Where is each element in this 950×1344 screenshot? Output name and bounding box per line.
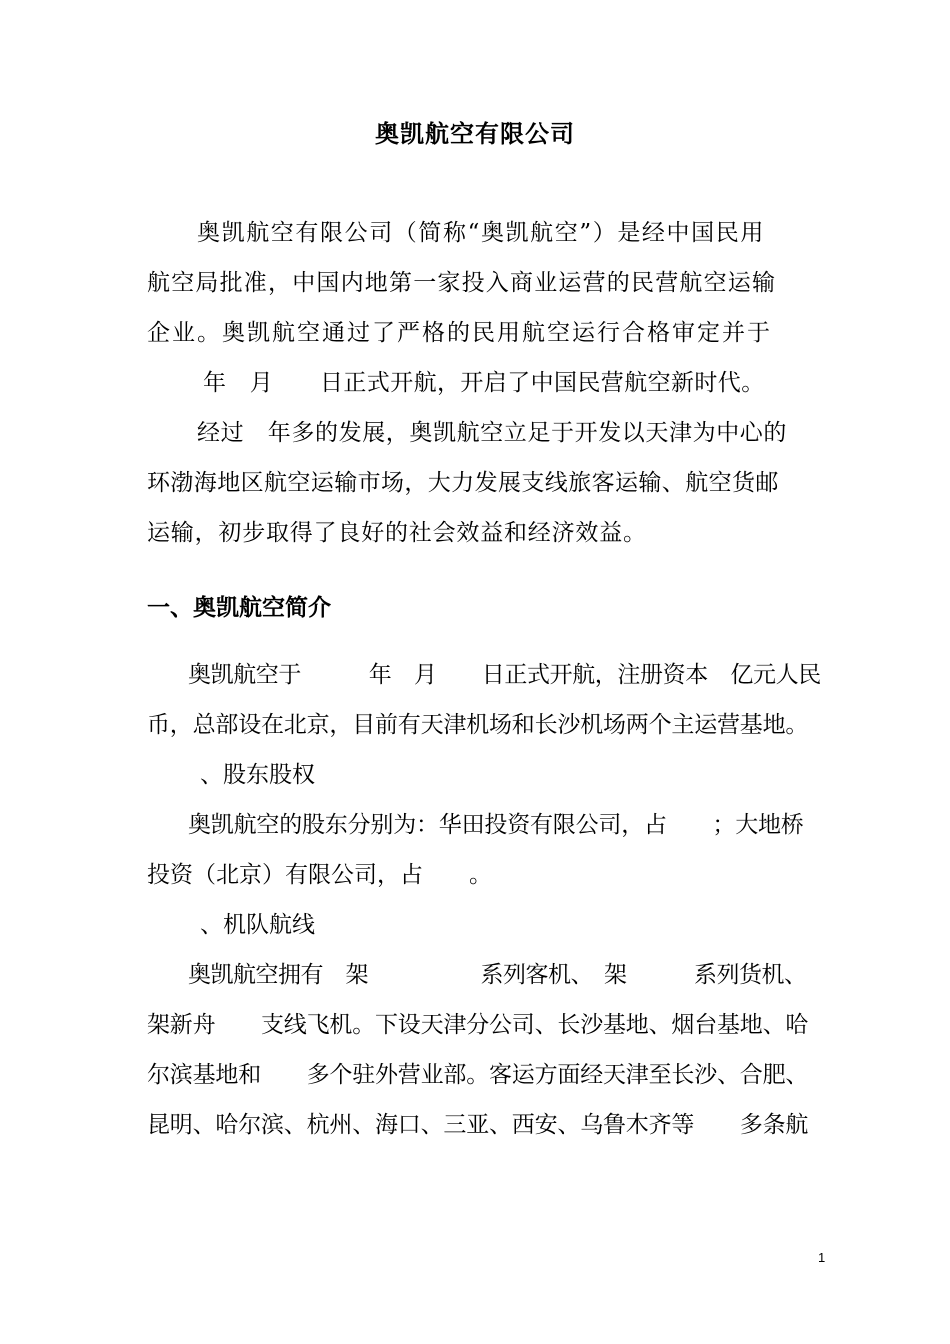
- section-line-8: 昆明、哈尔滨、杭州、海口、三亚、西安、乌鲁木齐等 多条航: [147, 1112, 809, 1138]
- intro-line-2: 航空局批准，中国内地第一家投入商业运营的民营航空运输: [147, 270, 777, 296]
- page-number: 1: [818, 1250, 826, 1265]
- section-line-7: 尔滨基地和 多个驻外营业部。客运方面经天津至长沙、合肥、: [147, 1062, 809, 1088]
- intro-line-1: 奥凯航空有限公司（简称“奥凯航空”）是经中国民用: [197, 220, 765, 246]
- page-title: 奥凯航空有限公司: [375, 120, 575, 148]
- intro-line-7: 运输，初步取得了良好的社会效益和经济效益。: [147, 520, 647, 546]
- subheading-shareholders: 、股东股权: [200, 762, 315, 788]
- section-line-6: 架新舟 支线飞机。下设天津分公司、长沙基地、烟台基地、哈: [147, 1012, 809, 1038]
- intro-line-3: 企业。奥凯航空通过了严格的民用航空运行合格审定并于: [147, 320, 772, 346]
- section-line-3: 奥凯航空的股东分别为：华田投资有限公司，占 ；大地桥: [188, 812, 804, 838]
- section-heading: 一、奥凯航空简介: [147, 595, 331, 621]
- section-line-5: 奥凯航空拥有 架 系列客机、 架 系列货机、: [188, 962, 807, 988]
- intro-line-6: 环渤海地区航空运输市场，大力发展支线旅客运输、航空货邮: [147, 470, 779, 496]
- intro-line-4: 年 月 日正式开航，开启了中国民营航空新时代。: [203, 370, 765, 396]
- section-line-1: 奥凯航空于 年 月 日正式开航，注册资本 亿元人民: [188, 662, 821, 688]
- intro-line-5: 经过 年多的发展，奥凯航空立足于开发以天津为中心的: [197, 420, 787, 446]
- section-line-4: 投资（北京）有限公司，占 。: [147, 862, 492, 888]
- section-line-2: 币，总部设在北京，目前有天津机场和长沙机场两个主运营基地。: [147, 712, 809, 738]
- subheading-fleet-routes: 、机队航线: [200, 912, 315, 938]
